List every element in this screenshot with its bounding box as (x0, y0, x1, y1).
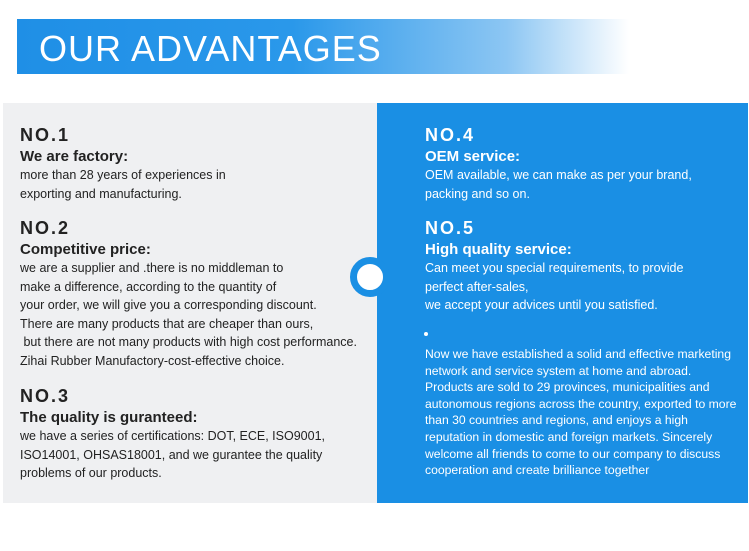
advantage-line: but there are not many products with high cost performance. (20, 335, 357, 349)
advantage-heading: Competitive price: (20, 241, 151, 258)
bullet-dot-icon (424, 332, 428, 336)
advantage-number: NO.2 (20, 218, 71, 238)
advantage-heading: We are factory: (20, 148, 129, 165)
advantage-no4 (425, 125, 692, 203)
advantage-line: we have a series of certifications: DOT, ECE, ISO9001, (20, 429, 325, 443)
advantage-heading: OEM service: (425, 148, 521, 165)
advantage-line: There are many products that are cheaper than ours, (20, 316, 314, 331)
advantage-heading: High quality service: (425, 241, 572, 258)
advantage-number: NO.5 (425, 218, 476, 238)
advantage-no5 (425, 218, 683, 315)
advantage-line: problems of our products. (20, 466, 162, 480)
advantage-line: more than 28 years of experiences in (20, 168, 226, 182)
advantage-line: Zihai Rubber Manufactory-cost-effective choice. (20, 353, 285, 368)
company-description: Now we have established a solid and effective marketing network and service system at home and abroad. Products are sold to 29 provinces, municipalities and autonomous regions across the country, exported to more than 30 countries and regions, and enjoys a high reputation in domestic and foreign markets. Sincerely welcome all friends to come to our company to discuss cooperation and create brilliance together (425, 347, 737, 478)
advantage-line: exporting and manufacturing. (20, 186, 182, 201)
advantage-line: ISO14001, OHSAS18001, and we gurantee the quality (20, 447, 323, 462)
page-title: OUR ADVANTAGES (39, 28, 382, 69)
advantage-line: perfect after-sales, (425, 279, 529, 294)
advantage-line: we are a supplier and .there is no middleman to (20, 261, 284, 275)
advantage-heading: The quality is guranteed: (20, 409, 198, 426)
advantage-number: NO.1 (20, 125, 71, 145)
advantage-no3 (20, 386, 325, 483)
advantage-line: OEM available, we can make as per your brand, (425, 168, 692, 182)
advantage-no1 (20, 125, 226, 203)
advantage-line: we accept your advices until you satisfied. (425, 298, 658, 312)
title-banner (17, 19, 629, 74)
advantage-line: your order, we will give you a corresponding discount. (20, 298, 317, 312)
advantage-no2 (20, 218, 357, 370)
advantage-line: make a difference, according to the quantity of (20, 279, 277, 294)
advantage-number: NO.3 (20, 386, 71, 406)
advantage-line: packing and so on. (425, 186, 530, 201)
advantage-number: NO.4 (425, 125, 476, 145)
advantage-line: Can meet you special requirements, to provide (425, 261, 684, 275)
